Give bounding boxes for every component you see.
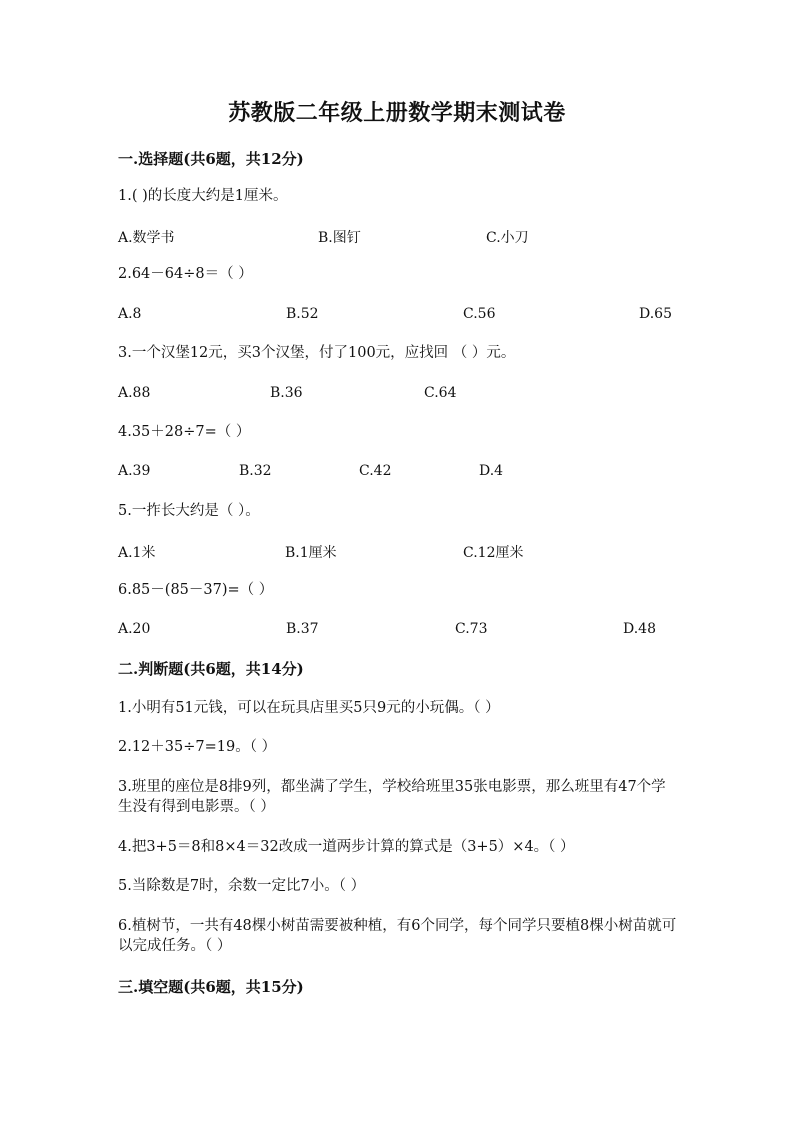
choice-2-option-d: D.65: [639, 306, 672, 322]
choice-5-option-a: A.1米: [118, 545, 156, 561]
judge-question-5: 5.当除数是7时，余数一定比7小。（ ）: [118, 878, 366, 894]
choice-3-option-b: B.36: [270, 385, 303, 401]
section-heading-fill: 三.填空题(共6题，共15分): [118, 978, 304, 996]
judge-question-1: 1.小明有51元钱，可以在玩具店里买5只9元的小玩偶。（ ）: [118, 700, 500, 716]
judge-question-6: 6.植树节，一共有48棵小树苗需要被种植，有6个同学，每个同学只要植8棵小树苗就可以完成任务。（ ）: [118, 918, 677, 954]
choice-question-3: 3.一个汉堡12元，买3个汉堡，付了100元，应找回 （ ）元。: [118, 345, 516, 361]
choice-6-option-b: B.37: [286, 621, 319, 637]
choice-question-2: 2.64－64÷8＝（ ）: [118, 266, 253, 282]
choice-2-option-c: C.56: [463, 306, 496, 322]
choice-question-6: 6.85－(85－37)=（ ）: [118, 582, 274, 598]
judge-question-3: 3.班里的座位是8排9列，都坐满了学生，学校给班里35张电影票，那么班里有47个学生没有得到电影票。（ ）: [118, 779, 666, 815]
choice-4-option-d: D.4: [479, 463, 504, 479]
choice-question-5: 5.一拃长大约是（ ）。: [118, 503, 260, 519]
choice-5-option-c: C.12厘米: [463, 545, 524, 561]
choice-4-option-c: C.42: [359, 463, 392, 479]
choice-4-option-b: B.32: [239, 463, 272, 479]
section-heading-choice: 一.选择题(共6题，共12分): [118, 150, 304, 168]
judge-question-2: 2.12＋35÷7=19。（ ）: [118, 739, 277, 755]
choice-2-option-b: B.52: [286, 306, 319, 322]
choice-question-4: 4.35＋28÷7=（ ）: [118, 424, 251, 440]
choice-5-option-b: B.1厘米: [285, 545, 337, 561]
section-heading-judge: 二.判断题(共6题，共14分): [118, 660, 304, 678]
choice-4-option-a: A.39: [118, 463, 151, 479]
choice-1-option-a: A.数学书: [118, 230, 175, 246]
choice-3-option-a: A.88: [118, 385, 151, 401]
choice-2-option-a: A.8: [118, 306, 142, 322]
choice-6-option-d: D.48: [623, 621, 656, 637]
choice-3-option-c: C.64: [424, 385, 457, 401]
choice-1-option-c: C.小刀: [486, 230, 529, 246]
choice-6-option-a: A.20: [118, 621, 151, 637]
judge-question-4: 4.把3+5＝8和8×4＝32改成一道两步计算的算式是（3+5）×4。（ ）: [118, 839, 575, 855]
choice-6-option-c: C.73: [455, 621, 488, 637]
page-title: 苏教版二年级上册数学期末测试卷: [228, 100, 566, 126]
choice-1-option-b: B.图钉: [318, 230, 361, 246]
choice-question-1: 1.( )的长度大约是1厘米。: [118, 188, 288, 204]
